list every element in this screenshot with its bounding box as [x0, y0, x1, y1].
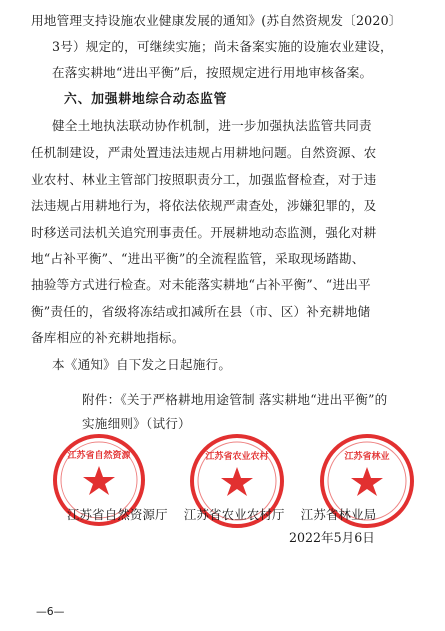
text-line: 用地管理支持设施农业健康发展的通知》(苏自然资规发〔2020〕 [31, 13, 402, 28]
text-line: 任机制建设，严肃处置违法违规占用耕地问题。自然资源、农 [31, 145, 377, 160]
org-agriculture: 江苏省农业农村厅 [183, 507, 285, 522]
text-line: 抽验等方式进行检查。对未能落实耕地“占补平衡”、“进出平 [31, 277, 371, 292]
text-line: 衡”责任的，省级将冻结或扣减所在县（市、区）补充耕地储 [31, 304, 371, 319]
text-line: 法违规占用耕地行为，将依法依规严肃查处，涉嫌犯罪的，及 [31, 198, 377, 213]
section-heading: 六、加强耕地综合动态监管 [64, 92, 228, 107]
svg-text:江苏省农业农村: 江苏省农业农村 [205, 452, 269, 462]
text-line: 健全土地执法联动协作机制，进一步加强执法监管共同责 [52, 118, 372, 133]
text-line: 本《通知》自下发之日起施行。 [52, 357, 232, 372]
page-number: —6— [36, 605, 65, 618]
text-line: 3号）规定的，可继续实施；尚未备案实施的设施农业建设， [52, 39, 393, 54]
org-natural-resources: 江苏省自然资源厅 [67, 507, 168, 522]
svg-text:江苏省自然资源: 江苏省自然资源 [67, 451, 131, 461]
text-line: 业农村、林业主管部门按照职责分工，加强监督检查，对于违 [31, 172, 377, 187]
svg-text:江苏省林业: 江苏省林业 [344, 452, 390, 462]
text-line: 在落实耕地“进出平衡”后，按照规定进行用地审核备案。 [52, 65, 373, 80]
issuing-organizations [67, 505, 388, 523]
attachment-line: 附件：《关于严格耕地用途管制 落实耕地“进出平衡”的 [82, 392, 388, 407]
issue-date: 2022年5月6日 [289, 530, 375, 545]
text-line: 时移送司法机关追究刑事责任。开展耕地动态监测，强化对耕 [31, 225, 377, 240]
org-forestry: 江苏省林业局 [300, 507, 377, 522]
text-line: 地“占补平衡”、“进出平衡”的全流程监管，采取现场踏勘、 [31, 251, 365, 266]
attachment-line: 实施细则》（试行） [82, 416, 191, 431]
text-line: 备库相应的补充耕地指标。 [31, 330, 185, 345]
